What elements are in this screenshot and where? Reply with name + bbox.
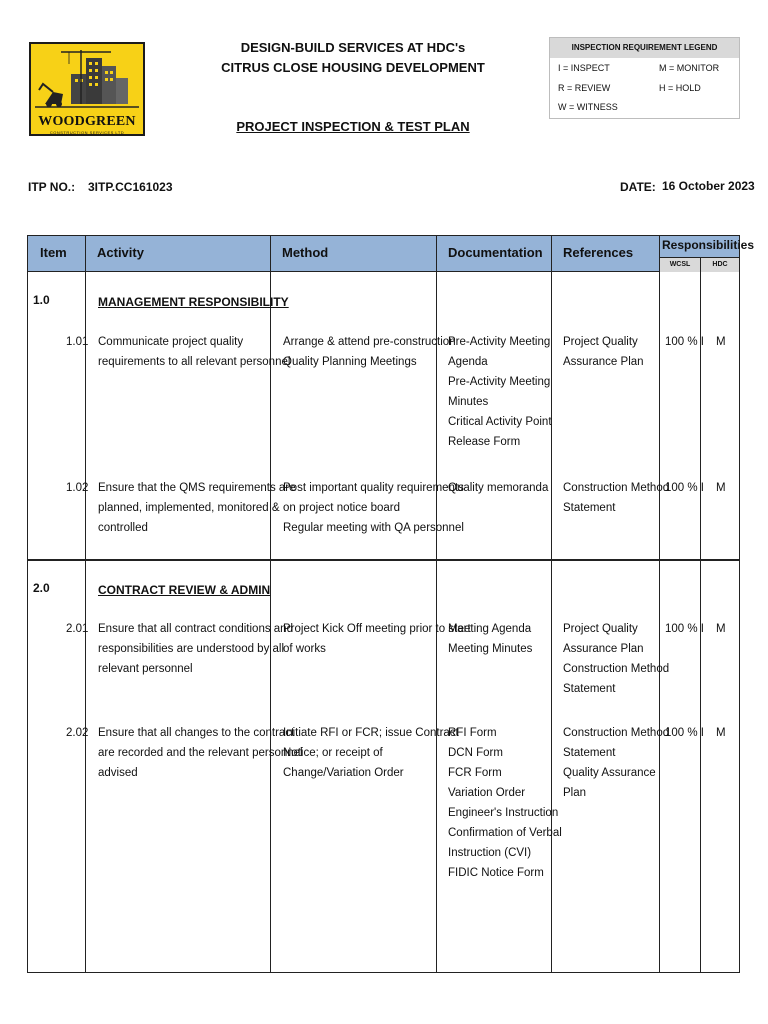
legend-item-hold: H = HOLD [659, 83, 701, 93]
hdc-cell: M [716, 336, 726, 348]
method-cell: Arrange & attend pre-construction Quality Planning Meetings [283, 336, 456, 368]
column-divider [659, 236, 660, 972]
activity-cell: Ensure that the QMS requirements are planned, implemented, monitored & controlled [98, 482, 296, 534]
activity-cell: Communicate project quality requirements to all relevant personnel [98, 336, 291, 368]
header-activity: Activity [97, 245, 144, 260]
table-header-row [28, 236, 755, 272]
hdc-cell: M [716, 482, 726, 494]
document-subtitle: PROJECT INSPECTION & TEST PLAN [236, 119, 470, 134]
wcsl-cell: 100 % I [665, 336, 704, 348]
wcsl-cell: 100 % I [665, 623, 704, 635]
company-logo [29, 42, 145, 136]
item-number: 2.01 [66, 623, 89, 635]
date-value: 16 October 2023 [662, 179, 755, 193]
legend-item-witness: W = WITNESS [558, 102, 618, 112]
section-number: 1.0 [33, 293, 50, 307]
hdc-cell: M [716, 623, 726, 635]
header-wcsl: WCSL [660, 258, 700, 272]
references-cell: Construction Method Statement Quality Assurance Plan [563, 727, 670, 799]
inspection-test-plan-table [27, 235, 755, 973]
header-item: Item [40, 245, 67, 260]
date-label: DATE: [620, 180, 656, 194]
document-title-line2: CITRUS CLOSE HOUSING DEVELOPMENT [221, 60, 485, 75]
legend-item-review: R = REVIEW [558, 83, 611, 93]
item-number: 1.02 [66, 482, 89, 494]
section-number: 2.0 [33, 581, 50, 595]
references-cell: Project Quality Assurance Plan [563, 336, 644, 368]
section-divider [28, 559, 739, 561]
hdc-cell: M [716, 727, 726, 739]
item-number: 1.01 [66, 336, 89, 348]
method-cell: Post important quality requirements on project notice board Regular meeting with QA personnel [283, 482, 464, 534]
references-cell: Project Quality Assurance Plan Construction Method Statement [563, 623, 670, 695]
method-cell: Initiate RFI or FCR; issue Contract Notice; or receipt of Change/Variation Order [283, 727, 459, 779]
logo-buildings-graphic [31, 44, 143, 114]
header-hdc: HDC [701, 258, 739, 272]
references-cell: Construction Method Statement [563, 482, 670, 514]
documentation-cell: RFI Form DCN Form FCR Form Variation Order Engineer's Instruction Confirmation of Verbal Instruction (CVI) FIDIC Notice Form [448, 727, 562, 879]
inspection-legend [549, 37, 740, 119]
wcsl-cell: 100 % I [665, 727, 704, 739]
header-method: Method [282, 245, 329, 260]
method-cell: Project Kick Off meeting prior to start of works [283, 623, 471, 655]
legend-title: INSPECTION REQUIREMENT LEGEND [550, 38, 739, 58]
item-number: 2.02 [66, 727, 89, 739]
logo-subtext: CONSTRUCTION SERVICES LTD [49, 130, 125, 135]
documentation-cell: Quality memoranda [448, 482, 549, 494]
legend-item-inspect: I = INSPECT [558, 63, 610, 73]
column-divider [700, 258, 701, 972]
header-responsibilities: Responsibilities [662, 238, 755, 252]
activity-cell: Ensure that all changes to the contract are recorded and the relevant personnel advised [98, 727, 303, 779]
section-title: CONTRACT REVIEW & ADMIN [98, 583, 271, 597]
wcsl-cell: 100 % I [665, 482, 704, 494]
section-title: MANAGEMENT RESPONSIBILITY [98, 295, 289, 309]
documentation-cell: Pre-Activity Meeting Agenda Pre-Activity Meeting Minutes Critical Activity Point Release Form [448, 336, 552, 448]
document-title-line1: DESIGN-BUILD SERVICES AT HDC's [240, 40, 466, 55]
itp-number-label: ITP NO.: [28, 180, 76, 194]
logo-wordmark: WOODGREEN [38, 114, 136, 129]
documentation-cell: Meeting Agenda Meeting Minutes [448, 623, 533, 655]
activity-cell: Ensure that all contract conditions and responsibilities are understood by all relevant personnel [98, 623, 293, 675]
legend-item-monitor: M = MONITOR [659, 63, 720, 73]
header-documentation: Documentation [448, 245, 543, 260]
itp-number-value: 3ITP.CC161023 [88, 180, 173, 194]
header-references: References [563, 245, 634, 260]
